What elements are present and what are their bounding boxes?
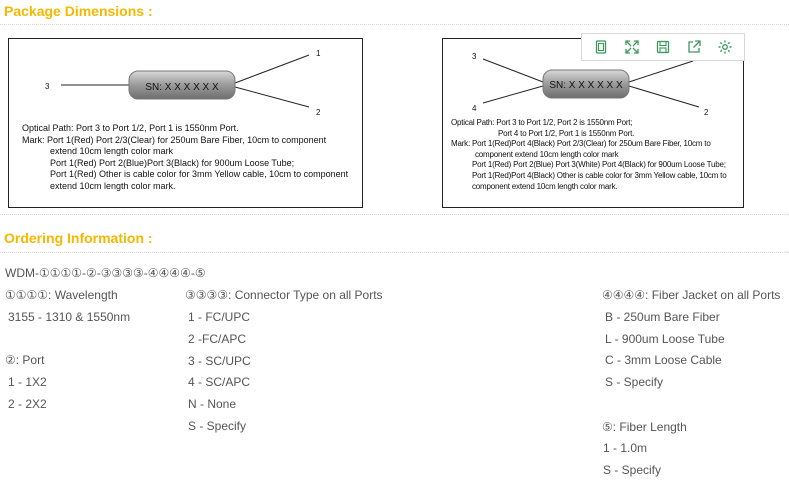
caption-line: component extend 10cm length color mark. (472, 181, 618, 191)
caption-line: component extend 10cm length color mark (475, 149, 619, 159)
fiber-port-2 (629, 86, 699, 107)
caption-line: Port 1(Red) Port 2(Blue)Port 3(Black) for 900um Loose Tube; (50, 157, 295, 168)
divider (0, 24, 789, 25)
fiber-jacket-option: L - 900um Loose Tube (605, 332, 725, 346)
port-1-label: 1 (316, 49, 321, 58)
serial-number-label: SN: X X X X X X (145, 82, 219, 93)
connector-option: 2 -FC/APC (188, 332, 247, 346)
copy-icon[interactable] (592, 38, 610, 56)
caption-line: Port 4 to Port 1/2, Port 1 is 1550nm Port. (498, 128, 635, 138)
fiber-length-header: ⑤: Fiber Length (602, 420, 687, 434)
serial-number-label: SN: X X X X X X (549, 80, 623, 91)
port-2-label: 2 (316, 108, 321, 117)
expand-icon[interactable] (623, 38, 641, 56)
caption-line: Optical Path: Port 3 to Port 1/2, Port 1 is 1550nm Port. (22, 123, 239, 133)
settings-icon[interactable] (716, 38, 734, 56)
fiber-jacket-header: ④④④④: Fiber Jacket on all Ports (602, 288, 781, 302)
save-icon[interactable] (654, 38, 672, 56)
caption-line: Mark: Port 1(Red) Port 2/3(Clear) for 250um Bare Fiber, 10cm to component (22, 134, 327, 145)
diagram-1x2 (8, 38, 363, 208)
package-dimensions-heading: Package Dimensions : (4, 3, 153, 19)
port-option: 2 - 2X2 (8, 397, 47, 411)
caption-line: Optical Path: Port 3 to Port 1/2, Port 2 is 1550nm Port; (451, 118, 633, 127)
connector-option: 1 - FC/UPC (188, 310, 251, 324)
image-toolbar (581, 33, 745, 61)
diagram-1x2-caption (22, 123, 348, 192)
diagram-2x2-caption (451, 118, 726, 192)
divider (0, 252, 789, 253)
connector-option: N - None (188, 397, 237, 411)
fiber-port-2 (235, 87, 309, 107)
caption-line: extend 10cm length color mark. (50, 180, 176, 191)
diagram-2x2 (442, 38, 744, 208)
fiber-port-4 (483, 86, 543, 103)
wavelength-option: 3155 - 1310 & 1550nm (8, 310, 131, 324)
port-3-label: 3 (472, 52, 477, 61)
caption-line: Port 1(Red) Other is cable color for 3mm Yellow cable, 10cm to component (50, 169, 349, 179)
connector-option: S - Specify (188, 419, 247, 433)
port-3-label: 3 (45, 82, 50, 91)
caption-line: Port 1(Red)Port 4(Black) Other is cable color for 3mm Yellow cable, 10cm to (472, 170, 727, 180)
fiber-length-option: 1 - 1.0m (603, 441, 648, 455)
connector-header: ③③③③: Connector Type on all Ports (185, 288, 383, 302)
divider (0, 214, 789, 215)
fiber-jacket-option: S - Specify (605, 375, 664, 389)
fiber-port-3 (483, 59, 543, 82)
fiber-port-1 (629, 61, 693, 82)
fiber-jacket-option: C - 3mm Loose Cable (605, 353, 722, 367)
port-2-label: 2 (704, 108, 709, 117)
fiber-length-option: S - Specify (603, 463, 662, 477)
ordering-information-heading: Ordering Information : (4, 230, 153, 246)
port-option: 1 - 1X2 (8, 375, 47, 389)
port-header: ②: Port (5, 353, 45, 367)
caption-line: extend 10cm length color mark (50, 146, 174, 156)
connector-option: 4 - SC/APC (188, 375, 251, 389)
part-number-code: WDM-①①①①-②-③③③③-④④④④-⑤ (5, 266, 206, 280)
connector-option: 3 - SC/UPC (188, 354, 251, 368)
caption-line: Port 1(Red) Port 2(Blue) Port 3(White) Port 4(Black) for 900um Loose Tube; (472, 160, 726, 170)
wavelength-header: ①①①①: Wavelength (5, 288, 118, 302)
share-icon[interactable] (685, 38, 703, 56)
port-4-label: 4 (472, 104, 477, 113)
fiber-port-1 (235, 55, 309, 83)
caption-line: Mark: Port 1(Red)Port 4(Black) Port 2/3(Clear) for 250um Bare Fiber, 10cm to (451, 139, 711, 149)
fiber-jacket-option: B - 250um Bare Fiber (605, 310, 720, 324)
